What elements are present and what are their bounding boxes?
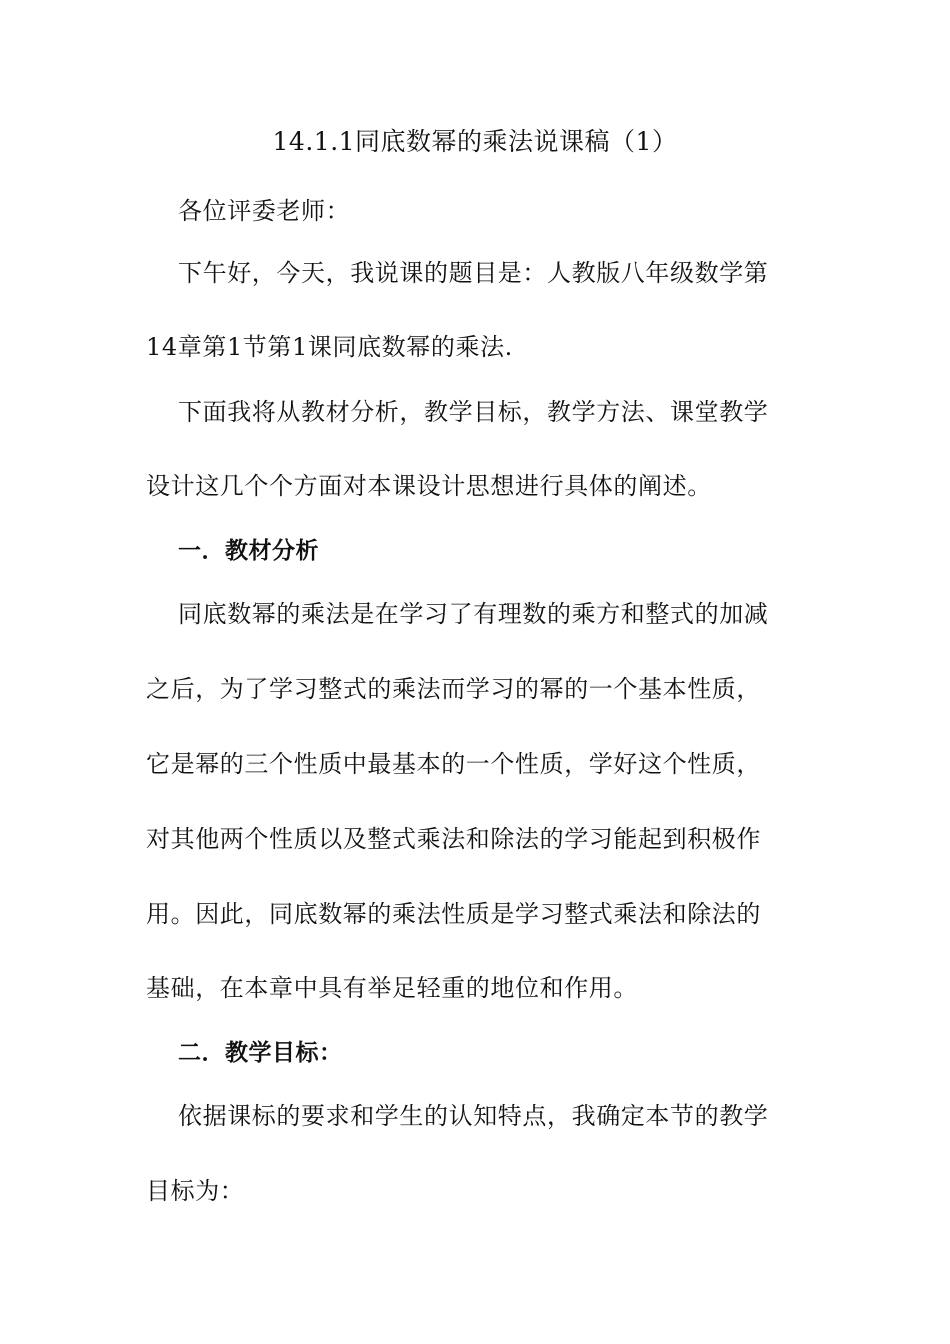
intro-line-1: 下午好，今天，我说课的题目是：人教版八年级数学第 bbox=[178, 259, 769, 287]
section1-line-6: 基础，在本章中具有举足轻重的地位和作用。 bbox=[146, 974, 638, 1002]
section1-line-5: 用。因此，同底数幂的乘法性质是学习整式乘法和除法的 bbox=[146, 900, 761, 928]
greeting: 各位评委老师： bbox=[178, 197, 351, 225]
section1-line-3: 它是幂的三个性质中最基本的一个性质，学好这个性质， bbox=[146, 750, 761, 778]
section1-heading: 一．教材分析 bbox=[178, 538, 319, 564]
overview-line-2: 设计这几个个方面对本课设计思想进行具体的阐述。 bbox=[146, 472, 712, 500]
intro-line-2: 14章第1节第1课同底数幂的乘法. bbox=[146, 333, 513, 361]
section1-line-4: 对其他两个性质以及整式乘法和除法的学习能起到积极作 bbox=[146, 825, 761, 853]
overview-line-1: 下面我将从教材分析，教学目标，教学方法、课堂教学 bbox=[178, 398, 769, 426]
section2-line-1: 依据课标的要求和学生的认知特点，我确定本节的教学 bbox=[178, 1102, 769, 1130]
section1-line-2: 之后，为了学习整式的乘法而学习的幂的一个基本性质， bbox=[146, 675, 761, 703]
section2-line-2: 目标为： bbox=[146, 1177, 245, 1205]
section2-heading: 二．教学目标： bbox=[178, 1040, 343, 1066]
document-title: 14.1.1同底数幂的乘法说课稿（1） bbox=[272, 127, 678, 156]
section1-line-1: 同底数幂的乘法是在学习了有理数的乘方和整式的加减 bbox=[178, 600, 769, 628]
